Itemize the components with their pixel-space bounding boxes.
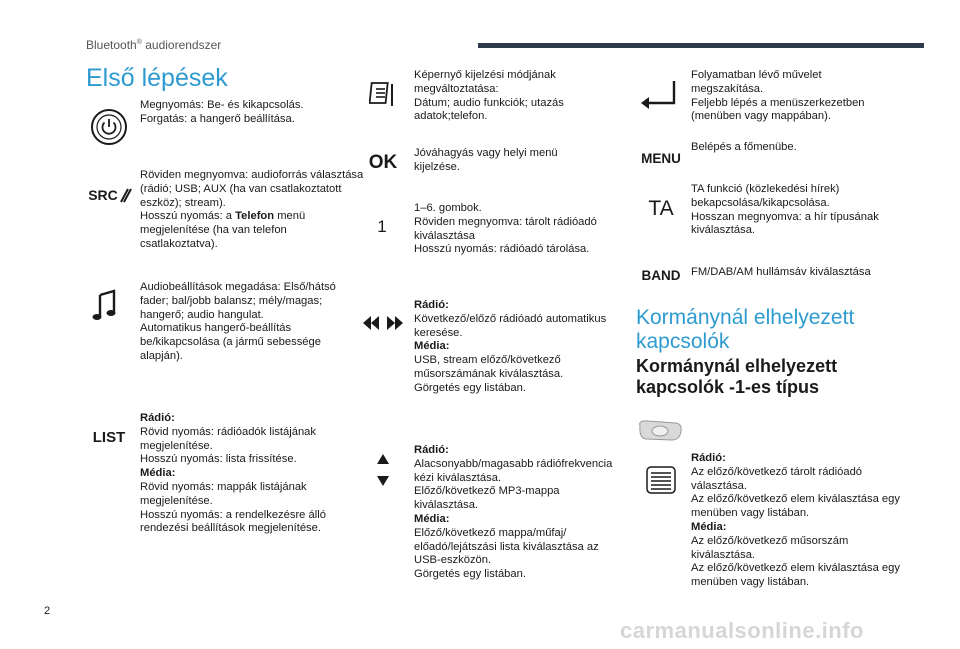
seek-text: Rádió: Következő/előző rádióadó automatikus keresése. Média: USB, stream előző/következő műsorszámának kiválasztása. Görgetés egy listában. xyxy=(414,299,607,394)
steering-control-icon xyxy=(636,418,684,444)
phone-icon xyxy=(118,186,132,204)
steering-title: Kormánynál elhelyezett kapcsolók xyxy=(636,306,855,353)
audio-text: Audiobeállítások megadása: Első/hátsó fader; bal/jobb balansz; mély/magas; hangerő; audio hangulat. Automatikus hangerő-beállítás be/kikapcsolása (a jármű sebessége alapján). xyxy=(140,281,336,362)
page-number: 2 xyxy=(44,605,51,617)
music-note-icon xyxy=(88,287,124,323)
src-text: Röviden megnyomva: audioforrás választása (rádió; USB; AUX (ha van csatlakoztatott eszköz); stream). Hosszú nyomás: a Telefon menü megjelenítése (ha van telefon csatlakoztatva). xyxy=(140,169,364,250)
ok-text: Jóváhagyás vagy helyi menü kijelzése. xyxy=(414,147,558,173)
wheel-text: Rádió: Az előző/következő tárolt rádióadó választása. Az előző/következő elem kiválasztása egy menüben vagy listában. Média: Az előző/következő műsorszám kiválasztása. Az előző/következő elem kiválasztása egy menüben vagy listában. xyxy=(691,452,900,589)
menu-text: Belépés a főmenübe. xyxy=(691,141,797,153)
band-button: BAND xyxy=(641,267,681,283)
power-text: Megnyomás: Be- és kikapcsolás. Forgatás: a hangerő beállítása. xyxy=(140,99,304,125)
preset-text: 1–6. gombok. Röviden megnyomva: tárolt rádióadó kiválasztása Hosszú nyomás: rádióadó tárolása. xyxy=(414,202,597,256)
back-arrow-icon xyxy=(640,78,680,112)
menu-button: MENU xyxy=(641,150,681,166)
steering-subtitle: Kormánynál elhelyezett kapcsolók -1-es típus xyxy=(636,356,838,397)
watermark: carmanualsonline.info xyxy=(620,618,864,643)
back-text: Folyamatban lévő művelet megszakítása. Feljebb lépés a menüszerkezetben (menüben vagy mappában). xyxy=(691,69,865,123)
ta-text: TA funkció (közlekedési hírek) bekapcsolása/kikapcsolása. Hosszan megnyomva: a hír típusának kiválasztása. xyxy=(691,183,879,237)
header-bar xyxy=(478,43,924,48)
up-down-arrows-icon xyxy=(375,452,391,488)
section-title: Első lépések xyxy=(86,64,228,92)
scroll-wheel-icon xyxy=(644,465,678,495)
display-text: Képernyő kijelzési módjának megváltoztatása: Dátum; audio funkciók; utazás adatok;telefon. xyxy=(414,69,564,123)
band-text: FM/DAB/AM hullámsáv kiválasztása xyxy=(691,266,871,278)
src-button: SRC xyxy=(86,184,134,206)
preset-button: 1 xyxy=(377,217,387,236)
seek-arrows-icon xyxy=(362,313,404,333)
ok-button: OK xyxy=(368,152,398,173)
list-button: LIST xyxy=(92,428,126,446)
ta-button: TA xyxy=(648,197,674,220)
power-icon xyxy=(89,107,129,147)
list-text: Rádió: Rövid nyomás: rádióadók listájának megjelenítése. Hosszú nyomás: lista frissítése. Média: Rövid nyomás: mappák listájának megjelenítése. Hosszú nyomás: a rendelkezésre álló rendezési beállítások megjelenítése. xyxy=(140,412,326,535)
header-title: Bluetooth® audiorendszer xyxy=(86,38,222,52)
display-mode-icon xyxy=(368,80,396,108)
updown-text: Rádió: Alacsonyabb/magasabb rádiófrekvencia kézi kiválasztása. Előző/következő MP3-mappa kiválasztása. Média: Előző/következő mappa/műfaj/ előadó/lejátszási lista kiválasztása az USB-eszközön. Görgetés egy listában. xyxy=(414,444,613,581)
